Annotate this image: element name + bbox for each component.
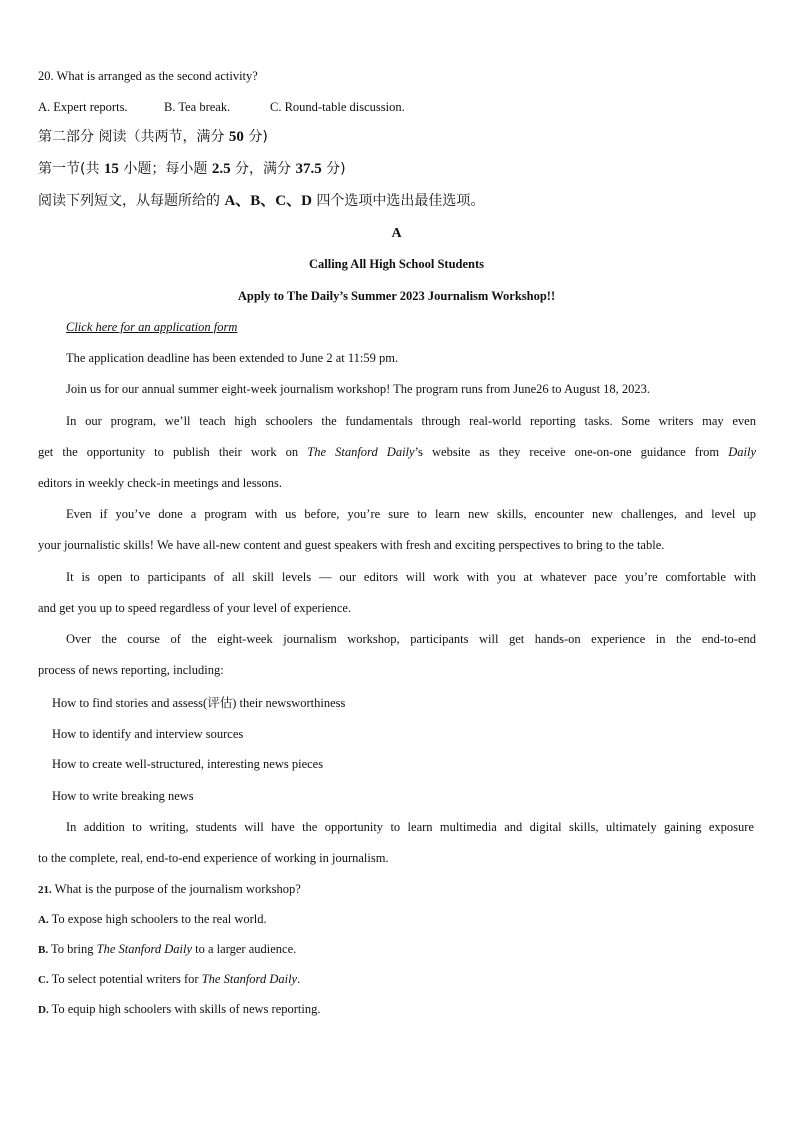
- passage-subtitle: Apply to The Daily’s Summer 2023 Journalism Workshop!!: [237, 289, 556, 303]
- addition-paragraph-line1: In addition to writing, students will have the opportunity to learn multimedia and digital skills, ultimately gaining exposure: [66, 820, 754, 834]
- q20-option-a: A. Expert reports.: [38, 100, 128, 114]
- even-paragraph-line1: Even if you’ve done a program with us before, you’re sure to learn new skills, encounter new challenges, and level up: [66, 507, 756, 521]
- instructions: 阅读下列短文，从每题所给的 A、B、C、D 四个选项中选出最佳选项。: [38, 193, 485, 209]
- over-paragraph-line2: process of news reporting, including:: [38, 663, 224, 677]
- q20-option-b: B. Tea break.: [164, 100, 231, 114]
- q20-option-c: C. Round-table discussion.: [270, 100, 405, 114]
- list-item: How to identify and interview sources: [52, 727, 244, 741]
- teach-paragraph-line1: In our program, we’ll teach high schoolers the fundamentals through real-world reporting tasks. Some writers may even: [66, 414, 756, 428]
- teach-paragraph-line2: get the opportunity to publish their work on The Stanford Daily’s website as they receive one-on-one guidance from Daily: [38, 445, 756, 459]
- q21-option-d: D. To equip high schoolers with skills of news reporting.: [38, 1002, 321, 1016]
- list-item: How to create well-structured, interesting news pieces: [52, 757, 324, 771]
- q21-stem: 21. What is the purpose of the journalism workshop?: [38, 882, 301, 896]
- join-paragraph: Join us for our annual summer eight-week journalism workshop! The program runs from June26 to August 18, 2023.: [66, 382, 651, 396]
- section1-heading: 第一节(共 15 小题；每小题 2.5 分，满分 37.5 分): [38, 161, 346, 177]
- deadline-paragraph: The application deadline has been extended to June 2 at 11:59 pm.: [66, 351, 399, 365]
- q21-option-a: A. To expose high schoolers to the real world.: [38, 912, 267, 926]
- teach-paragraph-line3: editors in weekly check-in meetings and lessons.: [38, 476, 283, 490]
- q21-option-c: C. To select potential writers for The Stanford Daily.: [38, 972, 301, 986]
- addition-paragraph-line2: to the complete, real, end-to-end experience of working in journalism.: [38, 851, 389, 865]
- even-paragraph-line2: your journalistic skills! We have all-new content and guest speakers with fresh and exciting perspectives to bring to the table.: [38, 538, 665, 552]
- passage-letter: A: [391, 226, 402, 241]
- open-paragraph-line2: and get you up to speed regardless of your level of experience.: [38, 601, 352, 615]
- application-form-link[interactable]: Click here for an application form: [66, 320, 238, 334]
- list-item: How to write breaking news: [52, 789, 194, 803]
- over-paragraph-line1: Over the course of the eight-week journalism workshop, participants will get hands-on experience in the end-to-end: [66, 632, 756, 646]
- q20-stem: 20. What is arranged as the second activity?: [38, 69, 258, 83]
- q21-option-b: B. To bring The Stanford Daily to a larger audience.: [38, 942, 297, 956]
- open-paragraph-line1: It is open to participants of all skill levels — our editors will work with you at whatever pace you’re comfortable with: [66, 570, 756, 584]
- part2-heading: 第二部分 阅读（共两节，满分 50 分): [38, 129, 268, 145]
- passage-title: Calling All High School Students: [308, 257, 485, 271]
- list-item: How to find stories and assess(评估) their newsworthiness: [52, 696, 346, 710]
